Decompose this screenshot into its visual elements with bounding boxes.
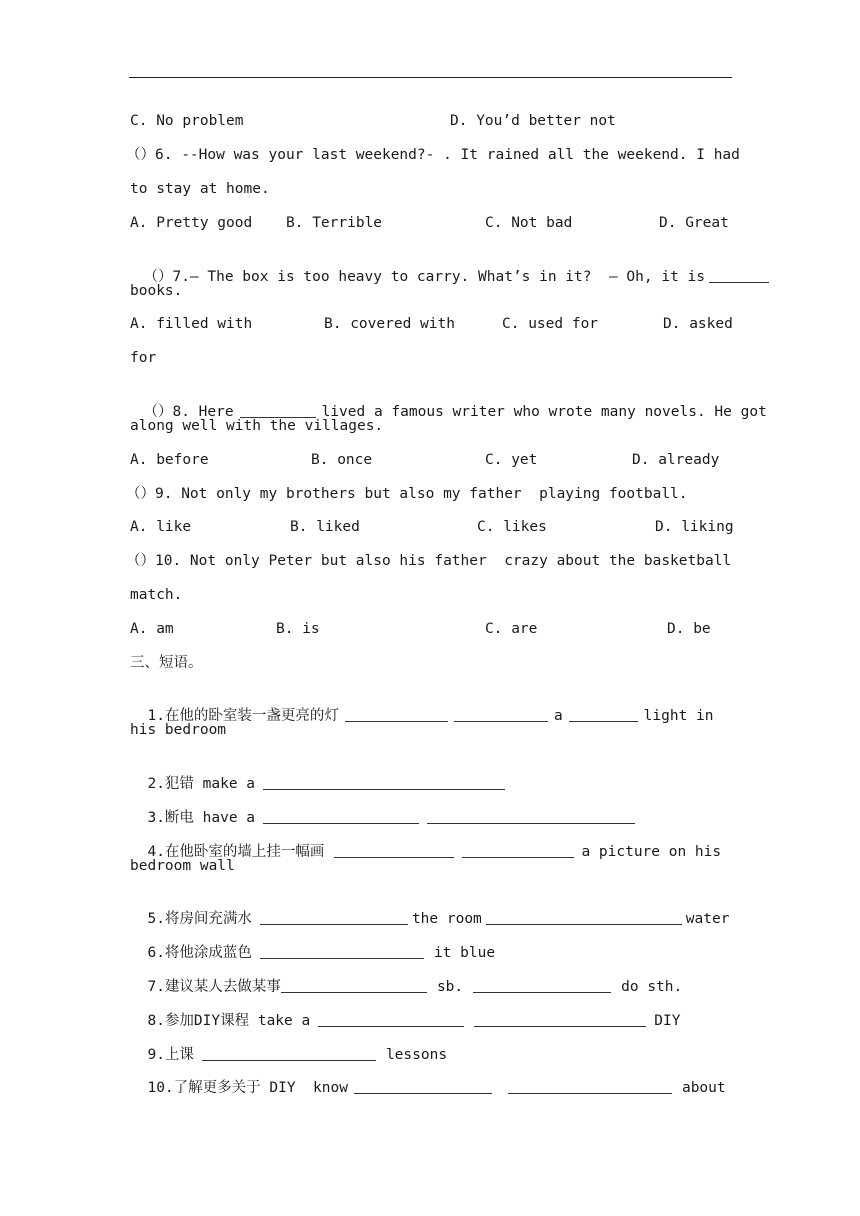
phrase-7-text: 7.建议某人去做某事 — [147, 979, 281, 995]
phrase-9-text: 9.上课 — [147, 1047, 194, 1063]
q9-stem: （）9. Not only my brothers but also my father playing football. — [126, 486, 688, 502]
q10-option-a: A. am — [130, 621, 174, 637]
q8-stem-cont: along well with the villages. — [130, 418, 384, 434]
q9-option-d: D. liking — [655, 519, 734, 535]
q7-option-d: D. asked — [663, 316, 733, 332]
q7-stem-cont: books. — [130, 283, 183, 299]
phrase-4-cont: bedroom wall — [130, 858, 235, 874]
q6-option-b: B. Terrible — [286, 215, 383, 231]
phrase-5-end: water — [685, 911, 730, 927]
q8-stem-start: （）8. Here — [143, 404, 234, 420]
q6-option-a: A. Pretty good — [130, 215, 253, 231]
q5-option-d: D. You’d better not — [450, 113, 616, 129]
phrase-9-end: lessons — [385, 1047, 448, 1063]
phrase-8-text: 8.参加DIY课程 take a — [147, 1013, 311, 1029]
phrase-5-mid: the room — [411, 911, 482, 927]
q6-stem-cont: to stay at home. — [130, 181, 270, 197]
phrase-3-text: 3.断电 have a — [147, 810, 256, 826]
phrase-10-blank-1[interactable] — [354, 1079, 492, 1094]
q6-stem: （）6. --How was your last weekend?- . It rained all the weekend. I had — [126, 147, 740, 163]
phrase-7-mid: sb. — [436, 979, 464, 995]
phrase-4-end: a picture on his — [581, 844, 722, 860]
q8-option-a: A. before — [130, 452, 209, 468]
phrase-1-cont: his bedroom — [130, 722, 227, 738]
phrase-10-end: about — [681, 1080, 726, 1096]
phrase-7-end: do sth. — [621, 979, 683, 995]
q6-option-d: D. Great — [659, 215, 729, 231]
q7-option-b: B. covered with — [324, 316, 455, 332]
phrase-5-text: 5.将房间充满水 — [147, 911, 252, 927]
q9-option-a: A. like — [130, 519, 192, 535]
phrase-4-text: 4.在他卧室的墙上挂一幅画 — [147, 844, 325, 860]
q7-option-c: C. used for — [502, 316, 599, 332]
section-3-title: 三、短语。 — [130, 655, 203, 671]
q8-stem-end: lived a famous writer who wrote many novels. He got — [321, 404, 767, 420]
q8-option-b: B. once — [311, 452, 373, 468]
phrase-10-blank-2[interactable] — [508, 1079, 672, 1094]
q10-option-c: C. are — [485, 621, 538, 637]
phrase-10-text: 10.了解更多关于 DIY know — [147, 1080, 348, 1096]
q6-option-c: C. Not bad — [485, 215, 573, 231]
phrase-6-text: 6.将他涂成蓝色 — [147, 945, 252, 961]
phrase-8-end: DIY — [654, 1013, 681, 1029]
q9-option-c: C. likes — [477, 519, 547, 535]
phrase-1-text: 1.在他的卧室装一盏更亮的灯 — [147, 708, 339, 724]
q7-option-d-wrap: for — [130, 350, 157, 366]
q7-option-a: A. filled with — [130, 316, 253, 332]
q10-option-b: B. is — [276, 621, 320, 637]
q8-option-d: D. already — [632, 452, 720, 468]
phrase-2-text: 2.犯错 make a — [147, 776, 256, 792]
q10-option-d: D. be — [667, 621, 711, 637]
header-rule — [129, 77, 732, 78]
phrase-10 — [130, 1058, 731, 1098]
q8-option-c: C. yet — [485, 452, 538, 468]
q7-stem-text: （）7.— The box is too heavy to carry. What’s in it? — Oh, it is — [143, 269, 705, 285]
q10-stem: （）10. Not only Peter but also his father crazy about the basketball — [126, 553, 732, 569]
phrase-1-mid: a — [553, 708, 563, 724]
q10-stem-cont: match. — [130, 587, 183, 603]
phrase-6-end: it blue — [433, 945, 496, 961]
phrase-1-end: light in — [643, 708, 714, 724]
q5-option-c: C. No problem — [130, 113, 244, 129]
q9-option-b: B. liked — [290, 519, 360, 535]
